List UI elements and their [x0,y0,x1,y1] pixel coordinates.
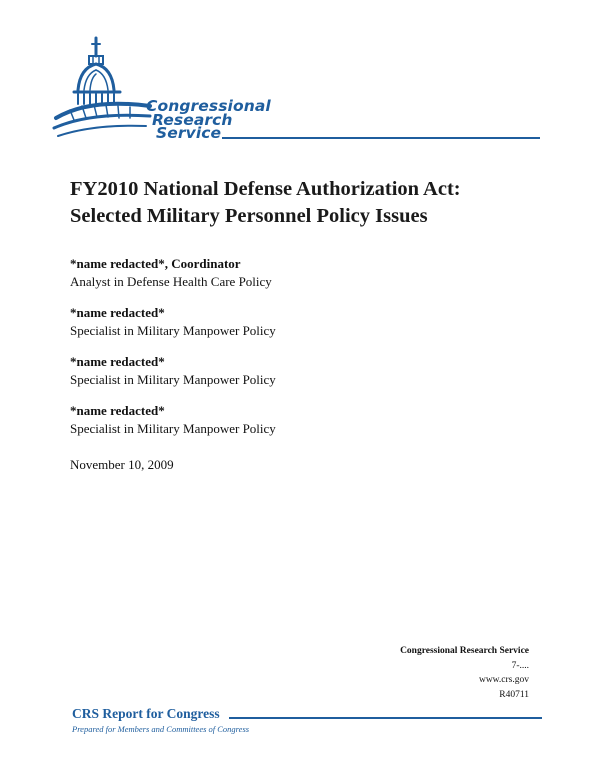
footer-title: CRS Report for Congress [72,706,220,721]
author-name: *name redacted* [70,305,165,320]
report-footer [72,706,542,746]
report-number: R40711 [499,689,529,700]
footer-divider [229,717,542,719]
author-name: *name redacted*, Coordinator [70,256,241,271]
logo-line-service: Service [156,124,222,142]
author-role: Specialist in Military Manpower Policy [70,372,276,387]
crs-org-name: Congressional Research Service [400,646,529,656]
author-block [70,304,490,340]
crs-website-link[interactable]: www.crs.gov [478,675,529,685]
crs-phone: 7-.... [511,660,529,671]
report-date: November 10, 2009 [70,457,174,472]
author-role: Specialist in Military Manpower Policy [70,323,276,338]
capitol-dome-icon [50,34,154,146]
crs-logo [50,34,550,146]
author-role: Specialist in Military Manpower Policy [70,421,276,436]
logo-line-research: Research [152,110,233,129]
logo-wordmark [146,97,271,142]
report-title [70,176,550,230]
author-name: *name redacted* [70,403,165,418]
author-name: *name redacted* [70,354,165,369]
author-block [70,353,490,389]
report-title-line-1: FY2010 National Defense Authorization Act: [70,178,461,200]
footer-subtitle: Prepared for Members and Committees of Congress [72,724,250,734]
logo-line-congressional: Congressional [146,97,271,115]
author-block [70,255,490,291]
logo-divider [222,137,540,139]
report-title-line-2: Selected Military Personnel Policy Issues [70,205,428,227]
author-role: Analyst in Defense Health Care Policy [70,274,272,289]
author-block [70,402,490,438]
crs-contact-block [400,644,529,702]
